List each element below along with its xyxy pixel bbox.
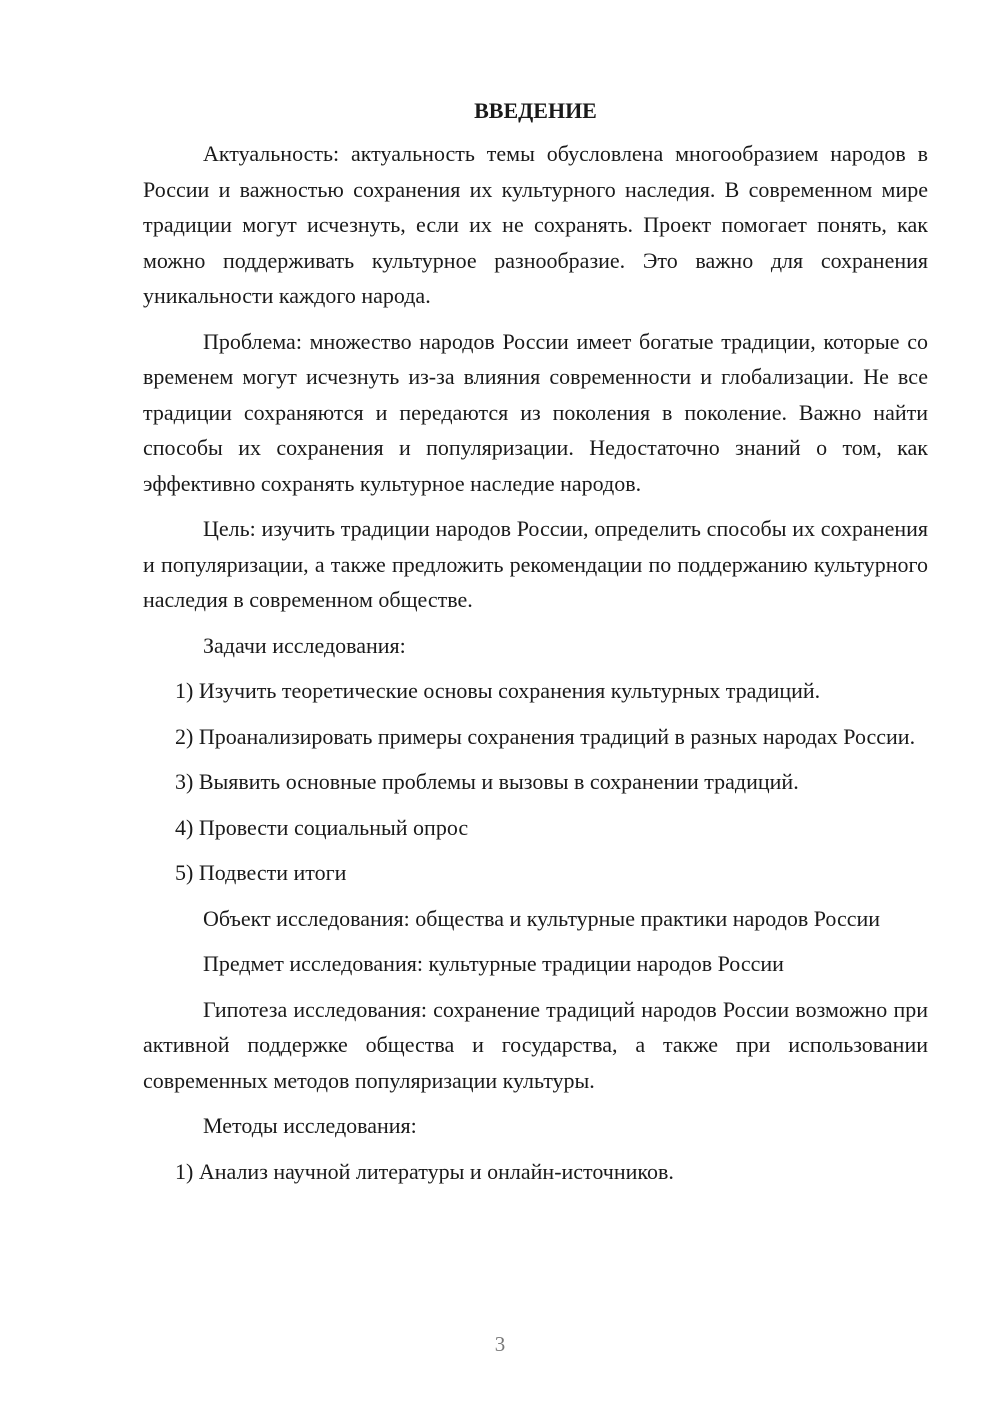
task-item: 2) Проанализировать примеры сохранения традиций в разных народах России. xyxy=(175,723,916,749)
task-item: 5) Подвести итоги xyxy=(175,860,347,885)
object-paragraph: Объект исследования: общества и культурные практики народов России xyxy=(203,905,881,931)
method-item: 1) Анализ научной литературы и онлайн-источников. xyxy=(175,1158,674,1184)
document-page xyxy=(143,96,928,1189)
hypothesis-paragraph: Гипотеза исследования: сохранение традиций народов России возможно при активной поддержке общества и государства, а также при использовании современных методов популяризации культуры. xyxy=(143,996,928,1093)
page-number: 3 xyxy=(494,1332,506,1356)
section-title: ВВЕДЕНИЕ xyxy=(474,98,597,123)
problem-paragraph: Проблема: множество народов России имеет богатые традиции, которые со временем могут исчезнуть из-за влияния современности и глобализации. Не все традиции сохраняются и передаются из поколения в поколение. Важно найти способы их сохранения и популяризации. Недостаточно знаний о том, как эффективно сохранять культурное наследие народов. xyxy=(143,328,928,496)
task-item: 3) Выявить основные проблемы и вызовы в сохранении традиций. xyxy=(175,769,799,794)
goal-paragraph: Цель: изучить традиции народов России, определить способы их сохранения и популяризации, а также предложить рекомендации по поддержанию культурного наследия в современном обществе. xyxy=(143,516,928,612)
tasks-heading: Задачи исследования: xyxy=(203,632,406,658)
subject-paragraph: Предмет исследования: культурные традиции народов России xyxy=(203,951,784,976)
task-item: 1) Изучить теоретические основы сохранения культурных традиций. xyxy=(175,678,821,703)
methods-heading: Методы исследования: xyxy=(203,1113,417,1138)
relevance-paragraph: Актуальность: актуальность темы обусловлена многообразием народов в России и важностью сохранения их культурного наследия. В современном мире традиции могут исчезнуть, если их не сохранять. Проект помогает понять, как можно поддерживать культурное разнообразие. Это важно для сохранения уникальности каждого народа. xyxy=(143,141,928,308)
task-item: 4) Провести социальный опрос xyxy=(175,814,469,840)
